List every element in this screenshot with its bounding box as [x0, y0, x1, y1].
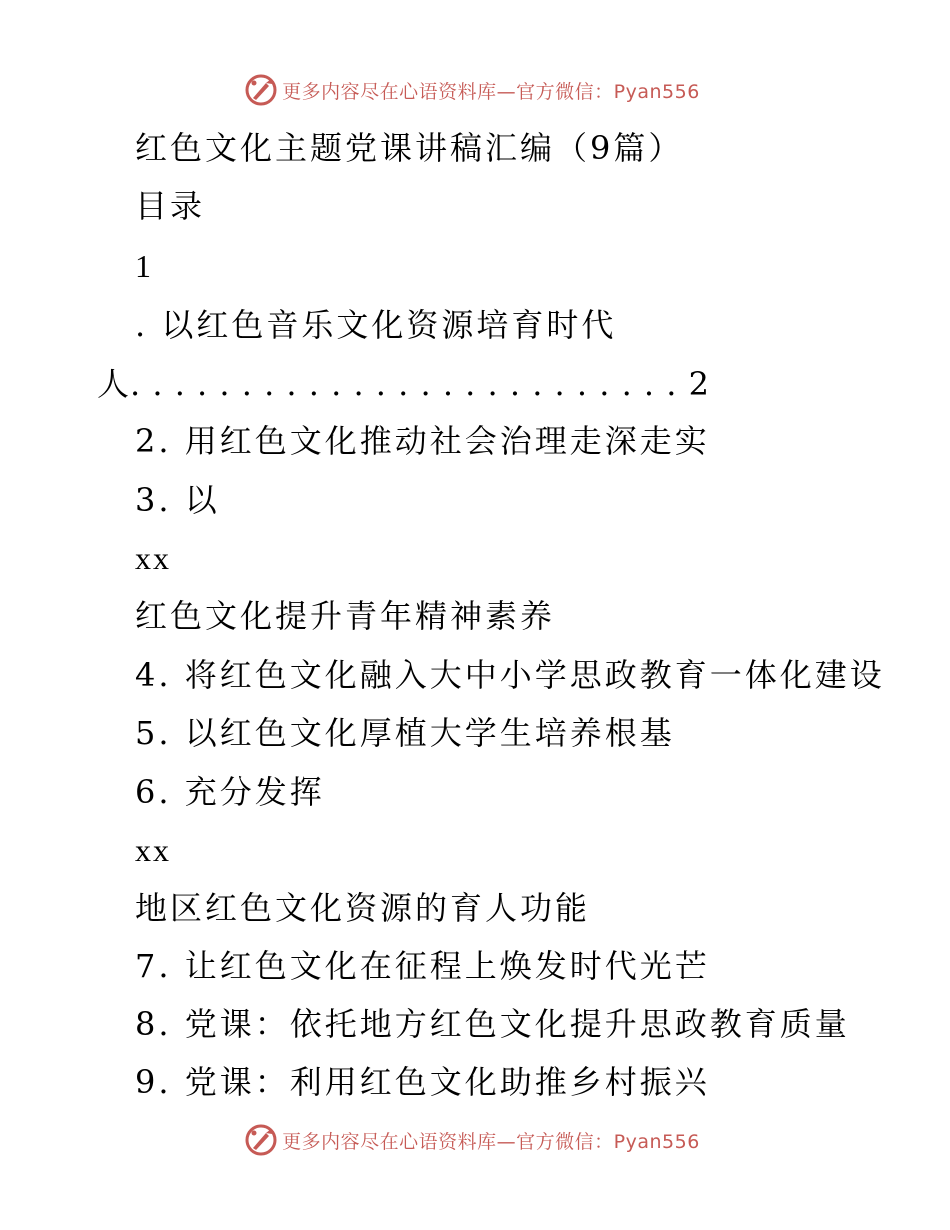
- red-quill-logo-icon: [244, 1123, 278, 1157]
- toc-line: 3. 以: [135, 481, 220, 519]
- toc-line: xx: [135, 540, 171, 576]
- toc-line: 红色文化提升青年精神素养: [135, 597, 556, 635]
- watermark-footer-content: [244, 1123, 700, 1157]
- toc-line: 1: [135, 248, 153, 284]
- toc-heading: 目录: [135, 187, 206, 225]
- toc-line: xx: [135, 832, 171, 868]
- toc-line: 6. 充分发挥: [135, 773, 325, 811]
- toc-line: 8. 党课：依托地方红色文化提升思政教育质量: [135, 1005, 850, 1043]
- toc-line: 9. 党课：利用红色文化助推乡村振兴: [135, 1063, 710, 1101]
- toc-line: 7. 让红色文化在征程上焕发时代光芒: [135, 947, 710, 985]
- toc-line: 人. . . . . . . . . . . . . . . . . . . . . . . . . 2: [97, 365, 710, 403]
- watermark-header: [0, 70, 950, 110]
- watermark-text: 更多内容尽在心语资料库—官方微信：Pyan556: [282, 80, 700, 103]
- watermark-text: 更多内容尽在心语资料库—官方微信：Pyan556: [282, 1130, 700, 1153]
- toc-line: 5. 以红色文化厚植大学生培养根基: [135, 714, 675, 752]
- toc-line: 地区红色文化资源的育人功能: [135, 889, 591, 927]
- toc-line: 4. 将红色文化融入大中小学思政教育一体化建设: [135, 656, 885, 694]
- toc-line: . 以红色音乐文化资源培育时代: [135, 306, 617, 344]
- toc-line: 2. 用红色文化推动社会治理走深走实: [135, 422, 710, 460]
- watermark-header-content: [244, 73, 700, 107]
- watermark-footer: [0, 1120, 950, 1160]
- red-quill-logo-icon: [244, 73, 278, 107]
- document-title: 红色文化主题党课讲稿汇编（9篇）: [135, 129, 684, 167]
